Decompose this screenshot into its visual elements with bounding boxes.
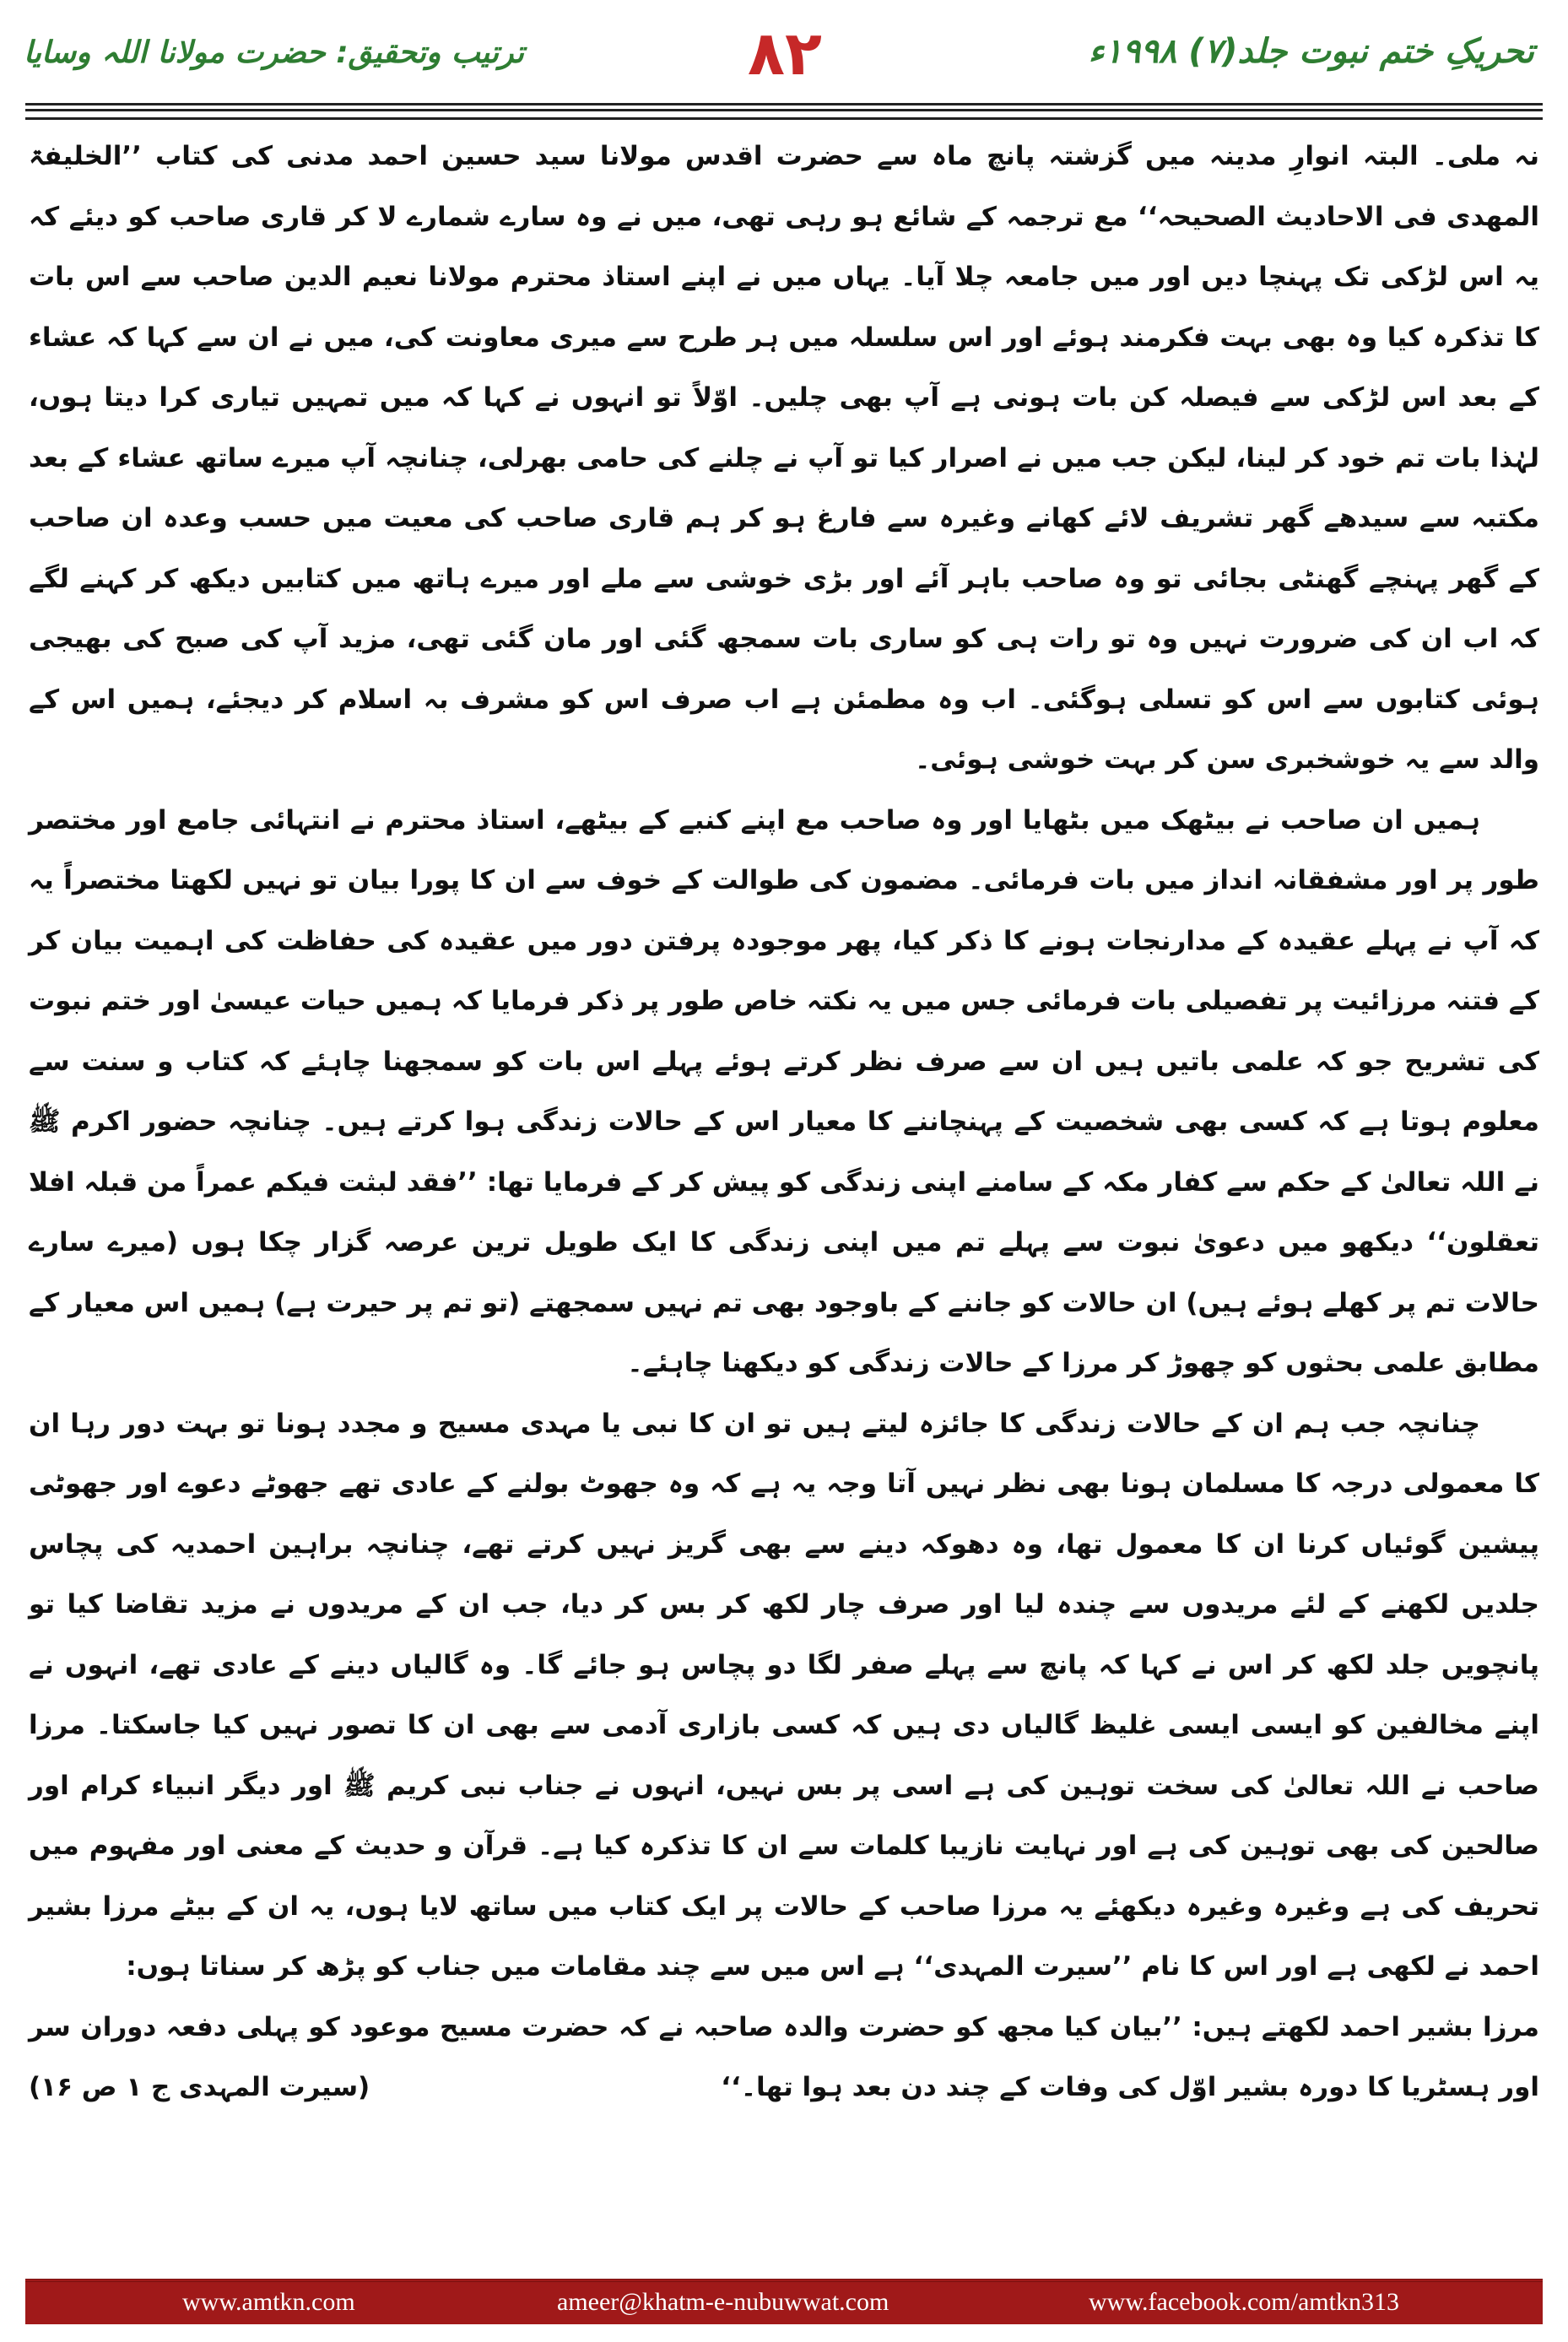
- website-link[interactable]: www.amtkn.com: [182, 2288, 355, 2316]
- paragraph-1-text-a: نہ ملی۔ البتہ انوارِ مدینہ میں گزشتہ پانچ ماہ سے حضرت اقدس مولانا سید حسین احمد مدنی کی کتاب ’’: [122, 141, 1539, 171]
- compiler-credit: ترتیب وتحقیق: حضرت مولانا اللہ وسایا: [24, 35, 525, 70]
- paragraph-3: چنانچہ جب ہم ان کے حالات زندگی کا جائزہ لیتے ہیں تو ان کا نبی یا مہدی مسیح و مجدد ہونا تو بہت دور رہا ان کا معمولی درجہ کا مسلمان ہونا بھی نظر نہیں آتا وجہ یہ ہے کہ وہ جھوٹ بولنے کے عادی تھے جھوٹے دعوے اور جھوٹی پیشین گوئیاں کرنا ان کا معمول تھا، وہ دھوکہ دینے سے بھی گریز نہیں کرتے تھے، چنانچہ براہین احمدیہ کی پچاس جلدیں لکھنے کے لئے مریدوں سے چندہ لیا اور صرف چار لکھ کر بس کر دیا، جب ان کے مریدوں نے مزید تقاضا کیا تو پانچویں جلد لکھ کر اس نے کہا کہ پانچ سے پہلے صفر لگا دو پچاس ہو جائے گا۔ وہ گالیاں دینے کے عادی تھے، انہوں نے اپنے مخالفین کو ایسی ایسی غلیظ گالیاں دی ہیں کہ کسی بازاری آدمی سے بھی ان کا تصور نہیں کیا جاسکتا۔ مرزا صاحب نے اللہ تعالیٰ کی سخت توہین کی ہے اسی پر بس نہیں، انہوں نے جناب نبی کریم ﷺ اور دیگر انبیاء کرام اور صالحین کی بھی توہین کی ہے اور نہایت نازیبا کلمات سے ان کا تذکرہ کیا ہے۔ قرآن و حدیث کے معنی اور مفہوم میں تحریف کی ہے وغیرہ وغیرہ دیکھئے یہ مرزا صاحب کے حالات پر ایک کتاب میں ساتھ لایا ہوں، یہ ان کے بیٹے مرزا بشیر احمد نے لکھی ہے اور اس کا نام ’’سیرت المہدی‘‘ ہے اس میں سے چند مقامات میں جناب کو پڑھ کر سناتا ہوں:: [29, 1408, 1539, 1982]
- paragraph-1-text-b: ‘‘ مع ترجمہ کے شائع ہو رہی تھی، میں نے وہ سارے شمارے لا کر قاری صاحب کو دیئے کہ یہ اس لڑکی تک پہنچا دیں اور میں جامعہ چلا آیا۔ یہاں میں نے اپنے استاذ محترم مولانا نعیم الدین صاحب سے اس بات کا تذکرہ کیا وہ بھی بہت فکرمند ہوئے اور اس سلسلہ میں ہر طرح سے میری معاونت کی، میں نے ان سے کہا کہ عشاء کے بعد اس لڑکی سے فیصلہ کن بات ہونی ہے آپ بھی چلیں۔ اوّلاً تو انہوں نے کہا کہ میں تمہیں تیاری کرا دیتا ہوں، لہٰذا بات تم خود کر لینا، لیکن جب میں نے اصرار کیا تو آپ نے چلنے کی حامی بھرلی، چنانچہ آپ میرے ساتھ عشاء کے بعد مکتبہ سے سیدھے گھر تشریف لائے کھانے وغیرہ سے فارغ ہو کر ہم قاری صاحب کی معیت میں حسب وعدہ ان صاحب کے گھر پہنچے گھنٹی بجائی تو وہ صاحب باہر آئے اور بڑی خوشی سے ملے اور میرے ہاتھ میں کتابیں دیکھ کر کہنے لگے کہ اب ان کی ضرورت نہیں وہ تو رات ہی کو ساری بات سمجھ گئی اور مان گئی تھی، مزید آپ کی صبح کی بھیجی ہوئی کتابوں سے اس کو تسلی ہوگئی۔ اب وہ مطمئن ہے اب صرف اس کو مشرف بہ اسلام کر دیجئے، ہمیں اس کے والد سے یہ خوشخبری سن کر بہت خوشی ہوئی۔: [29, 201, 1539, 775]
- header-rule: [25, 103, 1543, 120]
- citation: (سیرت المہدی ج ۱ ص ۱۶): [29, 2072, 370, 2102]
- paragraph-2-text-a: ہمیں ان صاحب نے بیٹھک میں بٹھایا اور وہ صاحب مع اپنے کنبے کے بیٹھے، استاذ محترم نے انتہائی جامع اور مختصر طور پر اور مشفقانہ انداز میں بات فرمائی۔ مضمون کی طوالت کے خوف سے ان کا پورا بیان تو نہیں لکھتا مختصراً یہ کہ آپ نے پہلے عقیدہ کے مدارنجات ہونے کا ذکر کیا، پھر موجودہ پرفتن دور میں عقیدہ کی حفاظت کی اہمیت بیان کر کے فتنہ مرزائیت پر تفصیلی بات فرمائی جس میں یہ نکتہ خاص طور پر ذکر فرمایا کہ ہمیں حیات عیسیٰ اور ختم نبوت کی تشریح جو کہ علمی باتیں ہیں ان سے صرف نظر کرتے ہوئے پہلے اس بات کو سمجھنا چاہئے کہ کتاب و سنت سے معلوم ہوتا ہے کہ کسی بھی شخصیت کے پہنچاننے کا معیار اس کے حالات زندگی ہوا کرتے ہیں۔ چنانچہ حضور اکرم ﷺ نے اللہ تعالیٰ کے حکم سے کفار مکہ کے سامنے اپنی زندگی کو پیش کر کے فرمایا تھا: ’’: [29, 804, 1539, 1198]
- facebook-link[interactable]: www.facebook.com/amtkn313: [1089, 2288, 1399, 2316]
- page-number: ۸۲: [748, 18, 822, 89]
- paragraph-4: [29, 1998, 1539, 2118]
- paragraph-2-text-b: ‘‘ دیکھو میں دعویٰ نبوت سے پہلے تم میں اپنی زندگی کا ایک طویل ترین عرصہ گزار چکا ہوں (میرے سارے حالات تم پر کھلے ہوئے ہیں) ان حالات کو جاننے کے باوجود بھی تم نہیں سمجھتے (تو تم پر حیرت ہے) ہمیں اس معیار کے مطابق علمی بحثوں کو چھوڑ کر مرزا کے حالات زندگی کو دیکھنا چاہئے۔: [29, 1227, 1539, 1378]
- book-title: تحریکِ ختم نبوت جلد(۷) ۱۹۹۸ء: [1088, 32, 1534, 71]
- paragraph-1: [29, 127, 1539, 791]
- book-title-arabic: الخلیفۃ المھدی فی الاحادیث الصحیحہ: [29, 141, 1539, 232]
- quote-text: مرزا بشیر احمد لکھتے ہیں: ’’بیان کیا مجھ کو حضرت والدہ صاحبہ نے کہ حضرت مسیح موعود کو پہلی دفعہ دوران سر اور ہسٹریا کا دورہ بشیر اوّل کی وفات کے چند دن بعد ہوا تھا۔‘‘: [29, 2011, 1539, 2102]
- paragraph-2: [29, 791, 1539, 1394]
- footer-bar: [25, 2279, 1543, 2324]
- page-header: [0, 0, 1568, 108]
- page-body: [29, 127, 1539, 2215]
- quranic-verse: فقد لبثت فیکم عمراً من قبلہ افلا تعقلون: [29, 1166, 1539, 1258]
- email-link[interactable]: ameer@khatm-e-nubuwwat.com: [557, 2288, 889, 2316]
